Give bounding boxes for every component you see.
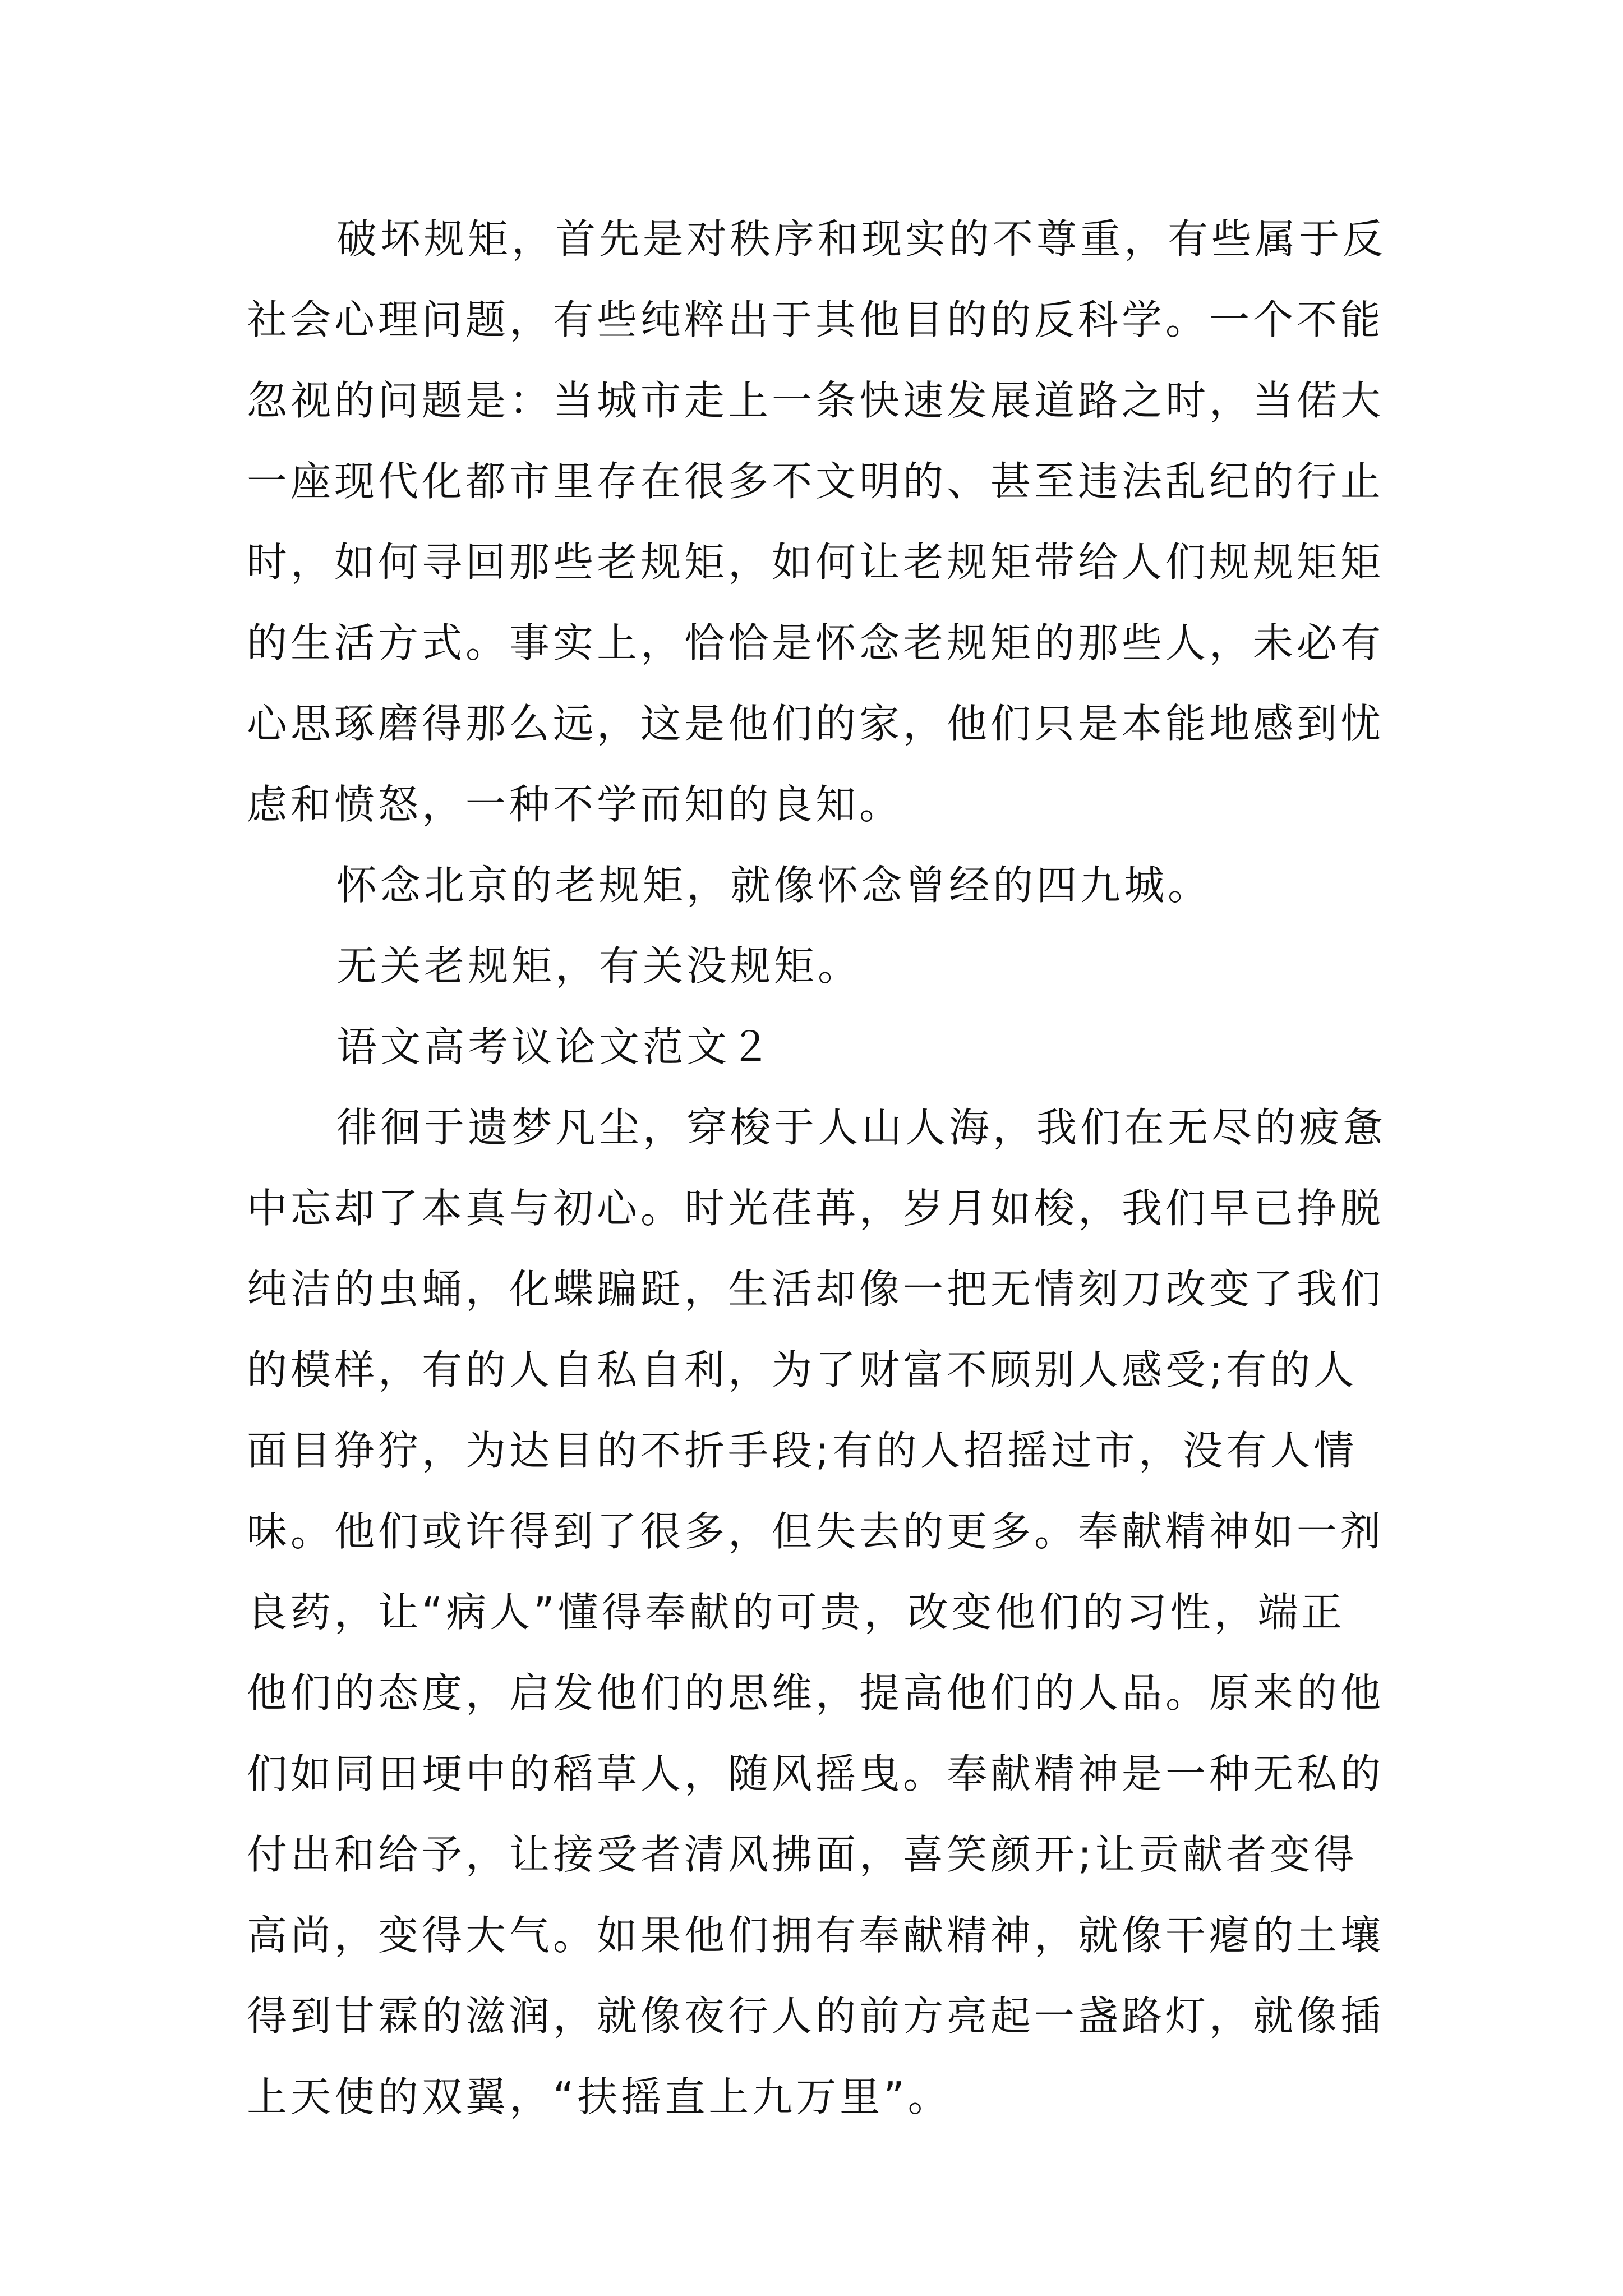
text-line: 纯洁的虫蛹，化蝶蹁跹，生活却像一把无情刻刀改变了我们 [247, 1266, 1385, 1313]
text-line: 良药，让“病人”懂得奉献的可贵，改变他们的习性，端正 [247, 1589, 1345, 1636]
text-line: 虑和愤怒，一种不学而知的良知。 [247, 781, 903, 828]
text-line: 中忘却了本真与初心。时光荏苒，岁月如梭，我们早已挣脱 [247, 1185, 1385, 1232]
text-line: 上天使的双翼，“扶摇直上九万里”。 [247, 2073, 952, 2120]
text-line: 高尚，变得大气。如果他们拥有奉献精神，就像干瘪的土壤 [247, 1912, 1385, 1959]
text-line: 他们的态度，启发他们的思维，提高他们的人品。原来的他 [247, 1669, 1385, 1717]
text-line: 社会心理问题，有些纯粹出于其他目的的反科学。一个不能 [247, 296, 1385, 343]
text-line: 们如同田埂中的稻草人，随风摇曳。奉献精神是一种无私的 [247, 1750, 1385, 1797]
text-line: 忽视的问题是：当城市走上一条快速发展道路之时，当偌大 [247, 377, 1385, 424]
text-line: 的生活方式。事实上，恰恰是怀念老规矩的那些人，未必有 [247, 619, 1385, 666]
text-line: 心思琢磨得那么远，这是他们的家，他们只是本能地感到忧 [247, 700, 1385, 747]
text-line: 破坏规矩，首先是对秩序和现实的不尊重，有些属于反 [336, 215, 1387, 263]
text-line: 味。他们或许得到了很多，但失去的更多。奉献精神如一剂 [247, 1508, 1385, 1555]
text-line: 无关老规矩，有关没规矩。 [336, 942, 862, 990]
text-line: 徘徊于遗梦凡尘，穿梭于人山人海，我们在无尽的疲惫 [336, 1104, 1387, 1151]
section-heading: 语文高考议论文范文２ [336, 1023, 774, 1070]
text-line: 付出和给予，让接受者清风拂面，喜笑颜开;让贡献者变得 [247, 1831, 1358, 1878]
text-line: 的模样，有的人自私自利，为了财富不顾别人感受;有的人 [247, 1346, 1358, 1393]
text-line: 面目狰狞，为达目的不折手段;有的人招摇过市，没有人情 [247, 1427, 1358, 1474]
text-line: 时，如何寻回那些老规矩，如何让老规矩带给人们规规矩矩 [247, 539, 1385, 586]
text-line: 一座现代化都市里存在很多不文明的、甚至违法乱纪的行止 [247, 458, 1385, 505]
text-line: 怀念北京的老规矩，就像怀念曾经的四九城。 [336, 862, 1212, 909]
text-line: 得到甘霖的滋润，就像夜行人的前方亮起一盏路灯，就像插 [247, 1993, 1385, 2040]
